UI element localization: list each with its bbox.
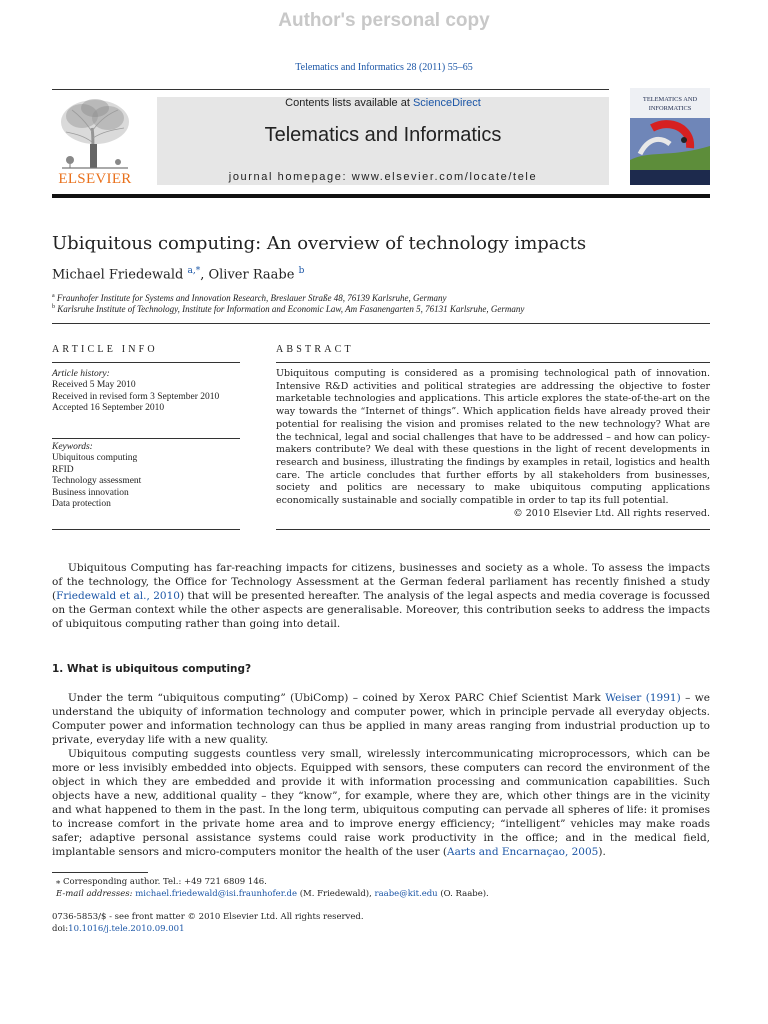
keyword-item: Ubiquitous computing [52,453,138,464]
section-text-a: Ubiquitous computing suggests countless very small, wirelessly intercommunicating microprocessors, which can be more or less invisibly embedded into objects. Equipped with sensors, these computers can record the environment of the object in which they are embedded and provide it with information processing and communication capabilities. Such objects have a new, additional quality – they “know”, for example, where they are, which other things are in the vicinity and what happened to them in the past. In the long term, ubiquitous computing can pervade all spheres of life: it promises to increase comfort in the private home area and to improve energy efficiency; “intelligent” vehicles may make roads safer; adaptive personal assistance systems could raise work productivity in the office; and in the medical field, implantable sensors and micro-computers monitor the health of the user ( [52,748,710,858]
abstract-bottom-rule [276,529,710,530]
issn-line: 0736-5853/$ - see front matter © 2010 Elsevier Ltd. All rights reserved. [52,912,364,922]
history-item: Accepted 16 September 2010 [52,403,165,414]
cover-title-line2: INFORMATICS [648,105,692,112]
doi-prefix: doi: [52,924,69,934]
affiliation-mark: a [52,293,55,299]
keywords-label: Keywords: [52,442,93,452]
affiliation-text: Karlsruhe Institute of Technology, Institute for Information and Economic Law, Am Fasanengarten 5, 76131 Karlsruhe, Germany [57,304,525,314]
article-info-label: ARTICLE INFO [52,344,158,355]
author-name[interactable]: Oliver Raabe [208,267,295,283]
section-paragraph [52,691,710,747]
footnotes [52,876,710,900]
abstract-copyright: © 2010 Elsevier Ltd. All rights reserved. [513,507,710,519]
intro-text-a: Ubiquitous Computing has far-reaching impacts for citizens, businesses and society as a whole. To assess the impacts of the technology, the Office for Technology Assessment at the German federal parliament has recently finished a study ( [52,562,710,602]
publisher-wordmark[interactable]: ELSEVIER [58,171,132,187]
email-note [52,888,710,900]
section-rule [52,323,710,324]
journal-homepage[interactable]: journal homepage: www.elsevier.com/locate/tele [228,171,538,183]
author-affiliation-mark[interactable]: a,* [187,266,201,276]
journal-citation-link[interactable]: Telematics and Informatics 28 (2011) 55–65 [295,62,473,73]
cover-title-line1: TELEMATICS AND [642,96,698,103]
abstract-rule [276,362,710,363]
affiliation-a [52,293,446,303]
reference-link[interactable]: Weiser (1991) [605,692,681,704]
section-text-b: ). [598,846,606,858]
reference-link[interactable]: Friedewald et al., 2010 [56,590,180,602]
corresponding-author-note: ⁎ Corresponding author. Tel.: +49 721 6809 146. [56,877,267,887]
history-item: Received in revised form 3 September 2010 [52,391,220,402]
keyword-item: Data protection [52,499,111,510]
section-text-a: Under the term “ubiquitous computing” (UbiComp) – coined by Xerox PARC Chief Scientist Mark [68,692,606,704]
email-label: E-mail addresses: [56,889,133,899]
email-link[interactable]: raabe@kit.edu [374,889,438,899]
intro-text [52,561,710,631]
section-text-b: – we understand the ubiquity of information technology and computer power, which in principle pervade all everyday objects. Computer power and information technology can thus be applied in many areas ranging from industrial production up to private, everyday life with a new quality. [52,692,710,746]
email-owner: (O. Raabe). [437,889,489,899]
author-affiliation-mark[interactable]: b [298,266,305,276]
keyword-item: Technology assessment [52,476,142,487]
author-separator: , [200,267,209,283]
author-name[interactable]: Michael Friedewald [52,267,184,283]
contents-line [157,97,609,109]
keyword-item: RFID [52,464,74,475]
article-history [52,369,240,415]
section-body [52,691,710,859]
abstract-text: Ubiquitous computing is considered as a promising technological path of innovation. Intensive R&D activities and political strategies are addressing the objective to foster marketable technologies and applications. This article explores the state-of-the-art on the way towards the “Internet of things”. Which application fields have already proved their potential for realising the vision and promises related to the new technology? What are the technical, legal and social challenges that have to be addressed – and how can policy-makers contribute? We deal with these questions in the light of recent developments in research and business, illustrating the findings by examples in retail, logistics and health care. The article concludes that further efforts by all stakeholders from businesses, society and politics are necessary to make ubiquitous computing applications economically sustainable and socially compatible in order to tap its full potential. [276,368,710,507]
history-item: Received 5 May 2010 [52,380,136,391]
abstract-body [276,368,710,520]
keyword-item: Business innovation [52,487,129,498]
affiliation-text: Fraunhofer Institute for Systems and Innovation Research, Breslauer Straße 48, 76139 Karlsruhe, Germany [56,293,447,303]
email-owner: (M. Friedewald), [297,889,375,899]
masthead-rule [52,194,710,198]
article-title: Ubiquitous computing: An overview of technology impacts [52,233,587,254]
sciencedirect-link[interactable]: ScienceDirect [412,97,481,109]
contents-prefix: Contents lists available at [285,97,413,109]
watermark: Author's personal copy [278,10,490,31]
header-rule [52,89,609,90]
info-bottom-rule [52,529,240,530]
keywords [52,442,240,510]
section-heading: 1. What is ubiquitous computing? [52,663,252,675]
affiliation-mark: b [52,304,55,310]
email-link[interactable]: michael.friedewald@isi.fraunhofer.de [135,889,297,899]
intro-paragraph [52,561,710,631]
author-list [52,266,304,282]
journal-title: Telematics and Informatics [264,124,502,146]
footnote-rule [52,872,148,873]
doi-line [52,923,710,935]
affiliation-b [52,304,524,314]
keywords-rule [52,438,240,439]
history-label: Article history: [52,369,110,379]
section-paragraph [52,747,710,859]
info-rule [52,362,240,363]
front-matter [52,911,710,935]
abstract-label: ABSTRACT [276,344,354,355]
intro-text-b: ) that will be presented hereafter. The analysis of the legal aspects and media coverage is focussed on the German context while the other aspects are generalisable. Moreover, this contribution seeks to address the impacts of ubiquitous computing rather than going into detail. [52,590,711,630]
reference-link[interactable]: Aarts and Encarnaçao, 2005 [446,846,599,858]
doi-link[interactable]: 10.1016/j.tele.2010.09.001 [68,924,185,934]
journal-cover-image[interactable] [630,88,710,185]
